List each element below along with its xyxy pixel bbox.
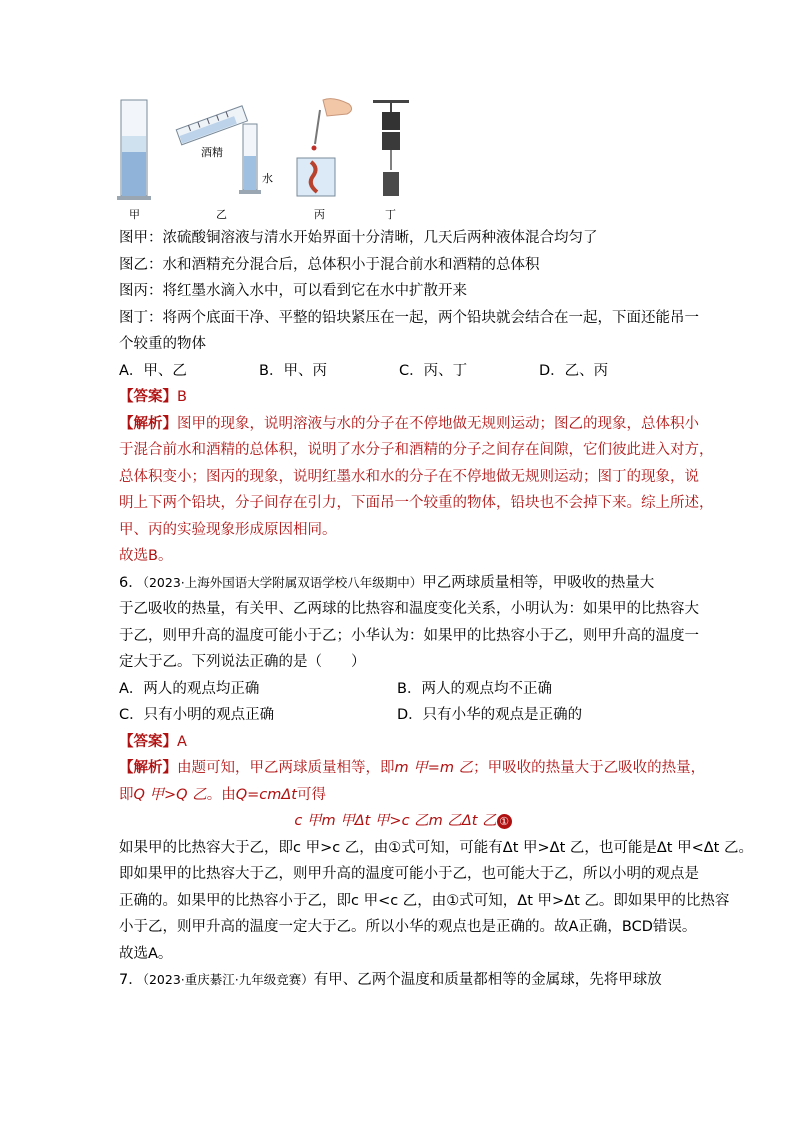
q6-stem-line: 定大于乙。下列说法正确的是（ ）: [119, 654, 366, 670]
answer-value: A: [177, 733, 187, 750]
analysis-line: 总体积变小；图丙的现象，说明红墨水和水的分子在不停地做无规则运动；图丁的现象，说: [119, 468, 699, 485]
q5-option-d: D．乙、丙: [539, 362, 609, 379]
q5-statement: 图乙：水和酒精充分混合后，总体积小于混合前水和酒精的总体积: [119, 256, 540, 273]
analysis-text: ；甲吸收的热量大于乙吸收的热量，: [473, 760, 706, 776]
q6-stem-line: 于乙吸收的热量，有关甲、乙两球的比热容和温度变化关系，小明认为：如果甲的比热容大: [119, 601, 699, 617]
q5-statement: 个较重的物体: [119, 336, 206, 352]
analysis-line: 图甲的现象，说明溶液与水的分子在不停地做无规则运动；图乙的现象，总体积小: [177, 415, 699, 432]
q6-stem: [119, 570, 687, 597]
analysis-tag: 【解析】: [119, 760, 177, 776]
q5-option-b: B．甲、丙: [259, 362, 327, 379]
analysis-line: 明上下两个铅块，分子间存在引力，下面吊一个较重的物体，铅块也不会掉下来。综上所述，: [119, 495, 714, 511]
question-content: [119, 225, 753, 994]
analysis-conclusion: 故选B。: [119, 548, 173, 564]
experiment-figures: [115, 96, 425, 224]
formula-text: c 甲m 甲Δt 甲>c 乙m 乙Δt 乙: [294, 813, 497, 829]
q6-analysis-line: [119, 782, 687, 809]
analysis-line: 甲、丙的实验现象形成原因相同。: [119, 521, 337, 538]
question-number: 7．: [119, 972, 143, 988]
q5-analysis: [119, 411, 714, 570]
equation: Q=cmΔt: [235, 786, 297, 803]
answer-value: B: [177, 389, 187, 405]
q6-stem-line: 于乙，则甲升高的温度可能小于乙；小华认为：如果甲的比热容小于乙，则甲升高的温度一: [119, 627, 699, 644]
q6-options-row2: [119, 702, 687, 729]
cylinder-jia-icon: [117, 100, 151, 200]
figure-label-water: 水: [262, 172, 273, 185]
figure-label-ding: 丁: [385, 208, 396, 221]
equation: Q 甲>Q 乙: [133, 786, 207, 803]
figure-label-alcohol: 酒精: [201, 146, 223, 159]
answer-tag: 【答案】: [119, 733, 177, 750]
q6-option-b: B．两人的观点均不正确: [397, 680, 552, 697]
analysis-text: 。由: [206, 786, 236, 803]
analysis-line: 于混合前水和酒精的总体积，说明了水分子和酒精的分子之间存在间隙，它们彼此进入对方，: [119, 442, 714, 458]
q7-stem: [119, 967, 687, 994]
q5-statement: 图丁：将两个底面干净、平整的铅块紧压在一起，两个铅块就会结合在一起，下面还能吊一: [119, 309, 699, 326]
q6-analysis-line: 即如果甲的比热容大于乙，则甲升高的温度可能小于乙，也可能大于乙，所以小明的观点是: [119, 866, 699, 882]
equation: m 甲=m 乙: [394, 760, 474, 776]
q6-analysis-line: 正确的。如果甲的比热容小于乙，即c 甲<c 乙，由①式可知，Δt 甲>Δt 乙。即如果甲的比热容: [119, 892, 730, 909]
q6-options-row1: [119, 676, 687, 703]
analysis-text: 即: [119, 786, 134, 803]
q6-option-a: A．两人的观点均正确: [119, 680, 260, 697]
analysis-text: 由题可知，甲乙两球质量相等，即: [177, 760, 395, 776]
q5-statement: 图甲：浓硫酸铜溶液与清水开始界面十分清晰，几天后两种液体混合均匀了: [119, 230, 598, 246]
q6-analysis-line: 小于乙，则甲升高的温度一定大于乙。所以小华的观点也是正确的。故A正确，BCD错误。: [119, 919, 697, 935]
question-source: （2023·上海外国语大学附属双语学校八年级期中）: [142, 574, 423, 590]
q6-answer: [119, 729, 687, 756]
answer-tag: 【答案】: [119, 389, 177, 405]
q5-answer: [119, 384, 687, 411]
q6-option-c: C．只有小明的观点正确: [119, 707, 275, 723]
q6-analysis-line: [119, 755, 706, 782]
figure-label-bing: 丙: [314, 208, 325, 221]
lead-blocks-ding-icon: [373, 100, 409, 196]
question-number: 6．: [119, 574, 143, 591]
q6-option-d: D．只有小华的观点是正确的: [397, 707, 583, 723]
figure-label-yi: 乙: [216, 208, 227, 221]
q5-options: [119, 358, 687, 385]
beaker-bing-icon: [297, 99, 352, 196]
q5-option-c: C．丙、丁: [399, 362, 468, 379]
q6-analysis-line: 如果甲的比热容大于乙，即c 甲>c 乙，由①式可知，可能有Δt 甲>Δt 乙，也可能是Δt 甲<Δt 乙。: [119, 839, 753, 856]
q6-stem-line: 甲乙两球质量相等，甲吸收的热量大: [422, 574, 655, 591]
formula-mark: ①: [497, 814, 512, 829]
analysis-text: 可得: [296, 786, 326, 803]
q5-option-a: A．甲、乙: [119, 362, 187, 379]
analysis-tag: 【解析】: [119, 415, 177, 432]
experiment-illustrations: [115, 96, 425, 224]
q7-stem-line: 有甲、乙两个温度和质量都相等的金属球，先将甲球放: [313, 972, 662, 988]
q6-conclusion: 故选A。: [119, 945, 173, 962]
q5-statement: 图丙：将红墨水滴入水中，可以看到它在水中扩散开来: [119, 283, 467, 299]
q6-formula: [119, 808, 687, 835]
figure-label-jia: 甲: [129, 208, 140, 221]
question-source: （2023·重庆綦江·九年级竞赛）: [142, 972, 314, 987]
